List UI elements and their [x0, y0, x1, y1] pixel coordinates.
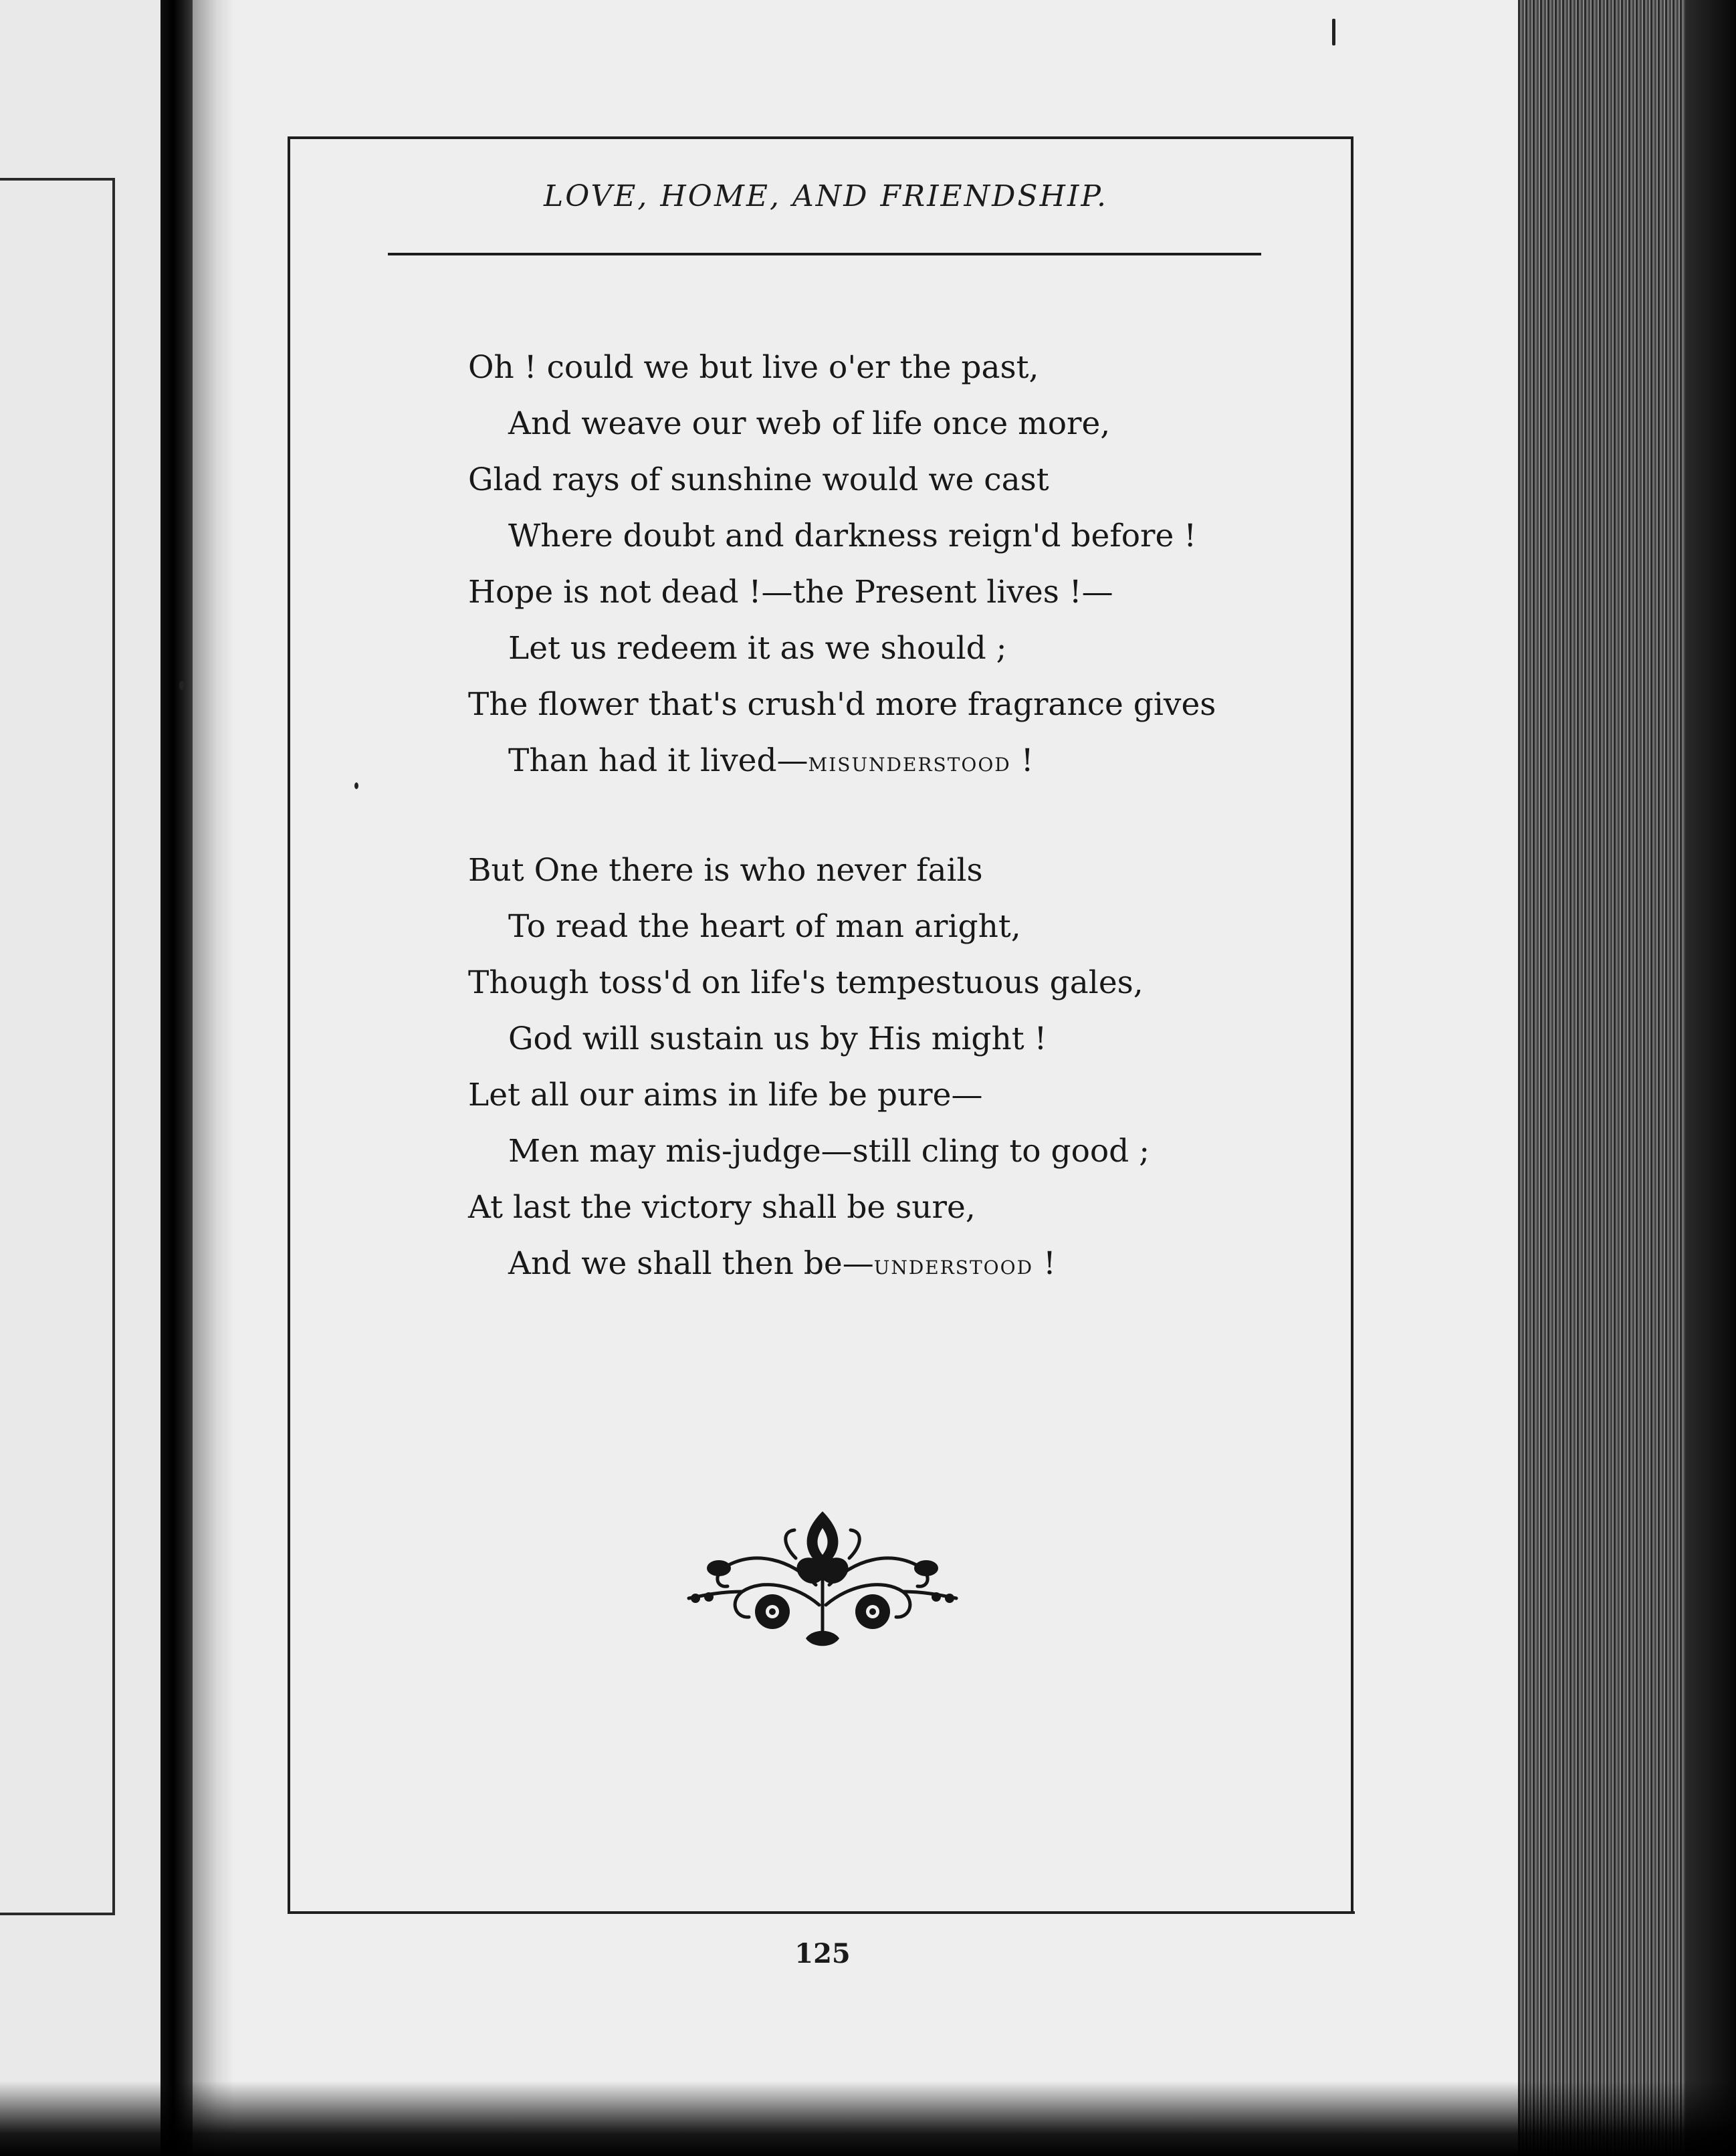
- floral-ornament-icon: [682, 1505, 963, 1658]
- scan-bottom-shadow: [0, 2081, 1736, 2156]
- poem-line: Though toss'd on life's tempestuous gales,: [468, 964, 1144, 1001]
- cover-edge: [1685, 0, 1736, 2156]
- poem-line: Let us redeem it as we should ;: [508, 630, 1007, 667]
- gutter-shadow: [193, 0, 233, 2156]
- emphasis-word: misunderstood: [808, 747, 1011, 778]
- poem-line-text: And we shall then be—: [508, 1245, 874, 1282]
- poem-line: But One there is who never fails: [468, 852, 983, 889]
- poem-line-end: !: [1010, 742, 1034, 779]
- poem-line: At last the victory shall be sure,: [468, 1189, 976, 1226]
- poem-line: [468, 1236, 1271, 1292]
- poem: [468, 340, 1271, 1345]
- poem-line: Where doubt and darkness reign'd before !: [508, 518, 1197, 554]
- poem-line: Let all our aims in life be pure—: [468, 1077, 983, 1113]
- poem-line: And weave our web of life once more,: [508, 405, 1111, 442]
- poem-line: Glad rays of sunshine would we cast: [468, 461, 1049, 498]
- poem-line: The flower that's crush'd more fragrance gives: [468, 686, 1216, 723]
- poem-line-end: !: [1033, 1245, 1056, 1282]
- head-rule: [388, 253, 1261, 255]
- poem-line: Hope is not dead !—the Present lives !—: [468, 574, 1113, 611]
- emphasis-word: understood: [873, 1250, 1034, 1281]
- facing-page-frame: [0, 178, 115, 1915]
- book-gutter: [160, 0, 193, 2156]
- facing-page: [0, 0, 169, 2156]
- poem-line: [468, 733, 1271, 789]
- poem-line: Oh ! could we but live o'er the past,: [468, 349, 1039, 386]
- stanza-2: [468, 843, 1271, 1292]
- running-head: LOVE, HOME, AND FRIENDSHIP.: [543, 179, 1109, 213]
- poem-line: God will sustain us by His might !: [508, 1020, 1047, 1057]
- scan-speck: [1332, 19, 1335, 45]
- scan-speck: [354, 782, 358, 789]
- stanza-1: [468, 340, 1271, 789]
- poem-line-text: Than had it lived—: [508, 742, 808, 779]
- scan-speck: [179, 681, 185, 690]
- poem-line: Men may mis-judge—still cling to good ;: [508, 1133, 1150, 1170]
- page-border-bottom-rule: [298, 1911, 1355, 1914]
- poem-line: To read the heart of man aright,: [508, 908, 1021, 945]
- page-number: 125: [794, 1938, 851, 1969]
